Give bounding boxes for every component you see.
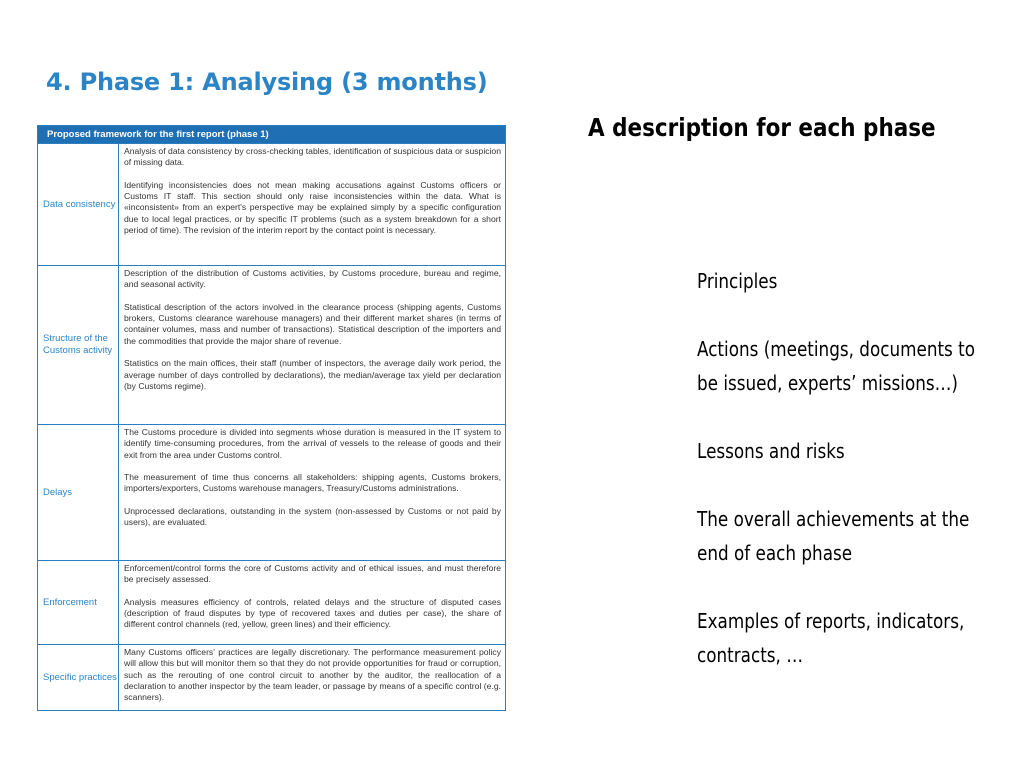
table-row-data-consistency <box>38 143 505 265</box>
table-row-specific-practices <box>38 644 505 710</box>
table-row-delays <box>38 424 505 560</box>
point-lessons: Lessons and risks <box>697 439 845 463</box>
row-paragraph: Description of the distribution of Customs activities, by Customs procedure, bureau and regime, and seasonal activity. <box>124 268 501 290</box>
row-paragraph: Statistics on the main offices, their staff (number of inspectors, the average daily work period, the average number of days controlled by declarations), the median/average tax yield per declaration (by Customs regime). <box>124 358 501 391</box>
table-row-enforcement <box>38 560 505 644</box>
row-label: Specific practices <box>38 645 119 710</box>
table-header: Proposed framework for the first report (phase 1) <box>38 126 505 143</box>
point-examples: Examples of reports, indicators, contracts, … <box>697 609 965 667</box>
row-content <box>119 425 505 560</box>
row-content <box>119 645 505 710</box>
slide-title: 4. Phase 1: Analysing (3 months) <box>46 68 488 96</box>
row-content <box>119 144 505 265</box>
table-row-structure <box>38 265 505 424</box>
row-paragraph: The Customs procedure is divided into segments whose duration is measured in the IT system to identify time-consuming procedures, from the arrival of vessels to the release of goods and their exit from the area under Customs control. <box>124 427 501 460</box>
row-paragraph: Unprocessed declarations, outstanding in the system (non-assessed by Customs or not paid by users), are evaluated. <box>124 506 501 528</box>
row-paragraph: Analysis measures efficiency of controls, related delays and the structure of disputed cases (description of fraud disputes by type of recovered taxes and duties per case), the share of different control channels (red, yellow, green lines) and their efficiency. <box>124 596 501 630</box>
row-content <box>119 561 505 644</box>
row-paragraph: Enforcement/control forms the core of Customs activity and of ethical issues, and must therefore be precisely assessed. <box>124 563 501 585</box>
point-actions: Actions (meetings, documents to be issued, experts’ missions…) <box>697 337 976 395</box>
point-achievements: The overall achievements at the end of each phase <box>697 507 970 565</box>
row-label: Delays <box>38 425 119 560</box>
row-label: Data consistency <box>38 144 119 265</box>
framework-table <box>37 125 506 711</box>
point-principles: Principles <box>697 269 778 293</box>
row-paragraph: Statistical description of the actors involved in the clearance process (shipping agents, Customs brokers, Customs clearance warehouse managers) and their different market shares (in terms of container volumes, mass and number of transactions). Statistical description of the importers and the commodities that provide the major share of revenue. <box>124 301 501 346</box>
row-content <box>119 266 505 424</box>
row-paragraph: The measurement of time thus concerns all stakeholders: shipping agents, Customs brokers, importers/exporters, Customs warehouse managers, Treasury/Customs administrations. <box>124 472 501 494</box>
row-paragraph: Identifying inconsistencies does not mean making accusations against Customs officers or Customs IT staff. This section should only raise inconsistencies within the data. What is «inconsistent» from an expert's perspective may be explained simply by a specific configuration due to local legal practices, or by specific IT problems (such as a system breakdown for a short period of time). The revision of the interim report by the contact point is necessary. <box>124 179 501 236</box>
section-heading: A description for each phase <box>588 113 936 142</box>
row-paragraph: Analysis of data consistency by cross-checking tables, identification of suspicious data or suspicion of missing data. <box>124 146 501 168</box>
row-label: Enforcement <box>38 561 119 644</box>
phase-points-list <box>697 264 999 672</box>
row-label: Structure of the Customs activity <box>38 266 119 424</box>
row-paragraph: Many Customs officers' practices are legally discretionary. The performance measurement policy will allow this but will monitor them so that they do not provide opportunities for fraud or corruption, such as the rerouting of one control circuit to another by the auditor, the reallocation of a declaration to another inspector by the team leader, or passage by means of a specific control (e.g. scanners). <box>124 647 501 703</box>
